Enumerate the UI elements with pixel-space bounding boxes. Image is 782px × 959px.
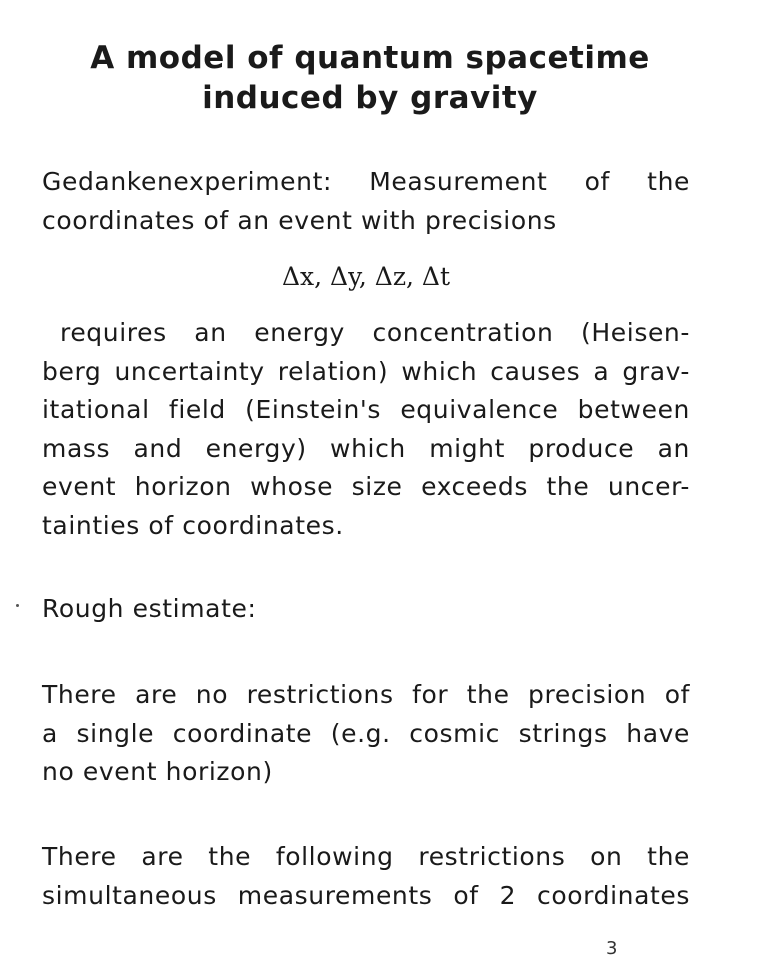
page-title (0, 38, 740, 118)
rough-estimate-label: Rough estimate: (42, 594, 257, 623)
restriction-line: There are the following restrictions on the (42, 842, 690, 871)
body-line: berg uncertainty relation) which causes a grav- (42, 356, 690, 386)
restriction-line: There are no restrictions for the precision of (42, 680, 690, 709)
body-line: tainties of coordinates. (42, 510, 344, 540)
restriction-paragraph-2 (42, 838, 690, 915)
rough-estimate-heading (42, 590, 690, 629)
intro-paragraph (42, 163, 690, 240)
title-line-1: A model of quantum spacetime (90, 40, 650, 76)
body-paragraph (42, 314, 690, 545)
body-line: mass and energy) which might produce an (42, 433, 690, 463)
body-line: requires an energy concentration (Heisen- (60, 318, 690, 347)
title-line-2: induced by gravity (202, 80, 538, 116)
intro-line: Gedankenexperiment: Measurement of the (42, 167, 690, 196)
restriction-line: no event horizon) (42, 757, 273, 786)
scan-speck (16, 604, 19, 607)
formula-text: Δx, Δy, Δz, Δt (281, 262, 451, 291)
restriction-paragraph-1 (42, 676, 690, 792)
restriction-line: a single coordinate (e.g. cosmic strings have (42, 718, 690, 748)
uncertainty-formula (0, 262, 732, 291)
page-number: 3 (606, 938, 618, 959)
body-line: itational field (Einstein's equivalence between (42, 395, 690, 424)
restriction-line: simultaneous measurements of 2 coordinates (42, 880, 690, 910)
body-line: event horizon whose size exceeds the uncer- (42, 472, 690, 501)
intro-line: coordinates of an event with precisions (42, 205, 557, 235)
